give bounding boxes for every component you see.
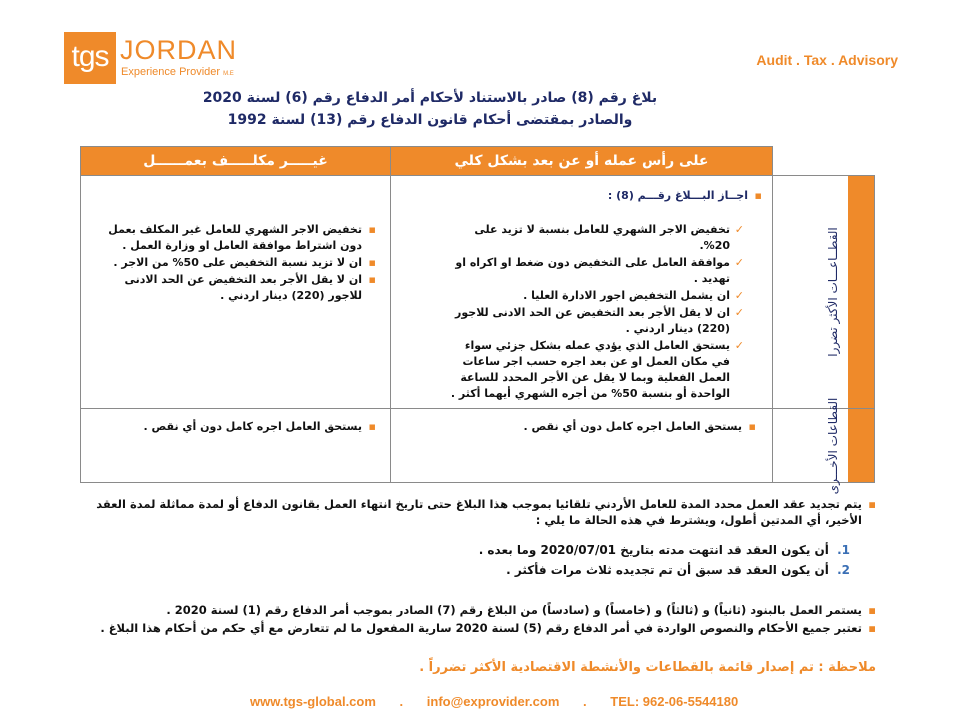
row2-at-work-list xyxy=(416,419,756,435)
list-item: ✓ تخفيض الاجر الشهري للعامل بنسبة لا تزيد على 20%. xyxy=(444,222,744,254)
logo-subtitle xyxy=(121,66,234,78)
list-item: ▪ تعتبر جميع الأحكام والنصوص الواردة في أمر الدفاع رقم (5) لسنة 2020 سارية المفعول ما لم تتعارض مع أي حكم من أحكام هذا البلاغ . xyxy=(76,620,876,636)
renewal-note xyxy=(76,496,876,528)
document-subtitle: والصادر بمقتضى أحكام قانون الدفاع رقم (13) لسنة 1992 xyxy=(227,112,633,128)
row1-not-assigned-cell xyxy=(80,175,391,409)
condition-2 xyxy=(506,563,850,577)
row1-at-work-intro xyxy=(404,188,762,204)
condition-text: أن يكون العقد قد انتهت مدته بتاريخ 2020/07/01 وما بعده . xyxy=(478,543,829,557)
row2-accent xyxy=(848,409,874,482)
row1-at-work-list xyxy=(444,222,744,402)
website-link[interactable]: www.tgs-global.com xyxy=(250,694,376,709)
list-item: ✓ يستحق العامل الذي يؤدي عمله بشكل جزئي سواء في مكان العمل او عن بعد اجره حسب اجر ساعات العمل الفعلية وبما لا يقل عن الأجر المحدد للساعة الواحدة أو بنسبة 50% من أجره الشهري أيهما أكثر . xyxy=(444,338,744,402)
list-item: ✓ ان يشمل التخفيض اجور الادارة العليا . xyxy=(444,288,744,304)
row1-accent xyxy=(848,176,874,408)
row1-not-assigned-list xyxy=(94,222,376,304)
condition-number: 1. xyxy=(837,543,850,557)
list-item: ✓ ان لا يقل الأجر بعد التخفيض عن الحد الادنى للاجور (220) دينار اردني . xyxy=(444,305,744,337)
footer xyxy=(250,694,750,709)
row2-not-assigned-list xyxy=(94,419,376,435)
logo-region: M.E xyxy=(223,71,234,77)
continuing-clauses xyxy=(76,602,876,636)
list-item: ▪ اجــاز البـــلاغ رقـــم (8) : xyxy=(404,188,762,204)
row2-not-assigned-cell xyxy=(80,408,391,483)
comparison-table xyxy=(80,146,875,494)
list-item: ▪ تخفيض الاجر الشهري للعامل غير المكلف بعمل دون اشتراط موافقة العامل او وزارة العمل . xyxy=(94,222,376,254)
tagline: Audit . Tax . Advisory xyxy=(756,52,898,68)
condition-1 xyxy=(479,543,850,557)
header-not-assigned: غيـــــر مكلـــــف بعمــــــل xyxy=(80,146,391,176)
row1-at-work-cell xyxy=(390,175,773,409)
list-item: ▪ يستحق العامل اجره كامل دون أي نقص . xyxy=(94,419,376,435)
row2-label-cell xyxy=(772,397,875,494)
list-item: ▪ يتم تجديد عقد العمل محدد المدة للعامل الأردني تلقائيا بموجب هذا البلاغ حتى تاريخ انتهاء العمل بقانون الدفاع أو لمدة مماثلة لمدة العقد الأخير، أي المدتين أطول، ويشترط في هذه الحالة ما يلي : xyxy=(76,496,876,528)
footer-separator: . xyxy=(399,694,404,709)
list-item: ▪ يستمر العمل بالبنود (ثانياً) و (ثالثاً) و (خامساً) و (سادساً) من البلاغ رقم (7) الصادر بموجب أمر الدفاع رقم (1) لسنة 2020 . xyxy=(76,602,876,618)
list-item: ▪ يستحق العامل اجره كامل دون أي نقص . xyxy=(416,419,756,435)
logo-name: JORDAN xyxy=(120,35,238,65)
remark-note: ملاحظة : تم إصدار قائمة بالقطاعات والأنشطة الاقتصادية الأكثر تضرراً . xyxy=(419,660,876,675)
list-item: ✓ موافقة العامل على التخفيض دون ضغط او اكراه او تهديد . xyxy=(444,255,744,287)
list-item: ▪ ان لا يقل الأجر بعد التخفيض عن الحد الادنى للاجور (220) دينار اردني . xyxy=(94,272,376,304)
row1-label: القطــاعـــات الأكثر تضررا xyxy=(826,227,840,357)
company-logo xyxy=(64,32,264,84)
condition-number: 2. xyxy=(837,563,850,577)
row2-label: القطاعات الأخـــرى xyxy=(826,397,840,494)
row2-at-work-cell xyxy=(390,408,773,483)
logo-subtitle-text: Experience Provider xyxy=(121,66,221,78)
document-title: بلاغ رقم (8) صادر بالاستناد لأحكام أمر الدفاع رقم (6) لسنة 2020 xyxy=(202,90,658,106)
phone-number: TEL: 962-06-5544180 xyxy=(610,694,739,709)
header-at-work: على رأس عمله أو عن بعد بشكل كلي xyxy=(390,146,773,176)
list-item: ▪ ان لا تزيد نسبة التخفيض على 50% من الاجر . xyxy=(94,255,376,271)
logo-mark: tgs xyxy=(64,32,116,84)
condition-text: أن يكون العقد قد سبق أن تم تجديده ثلاث مرات فأكثر . xyxy=(506,563,829,577)
email-link[interactable]: info@exprovider.com xyxy=(426,694,560,709)
row1-label-cell xyxy=(772,175,875,409)
footer-separator: . xyxy=(583,694,587,709)
